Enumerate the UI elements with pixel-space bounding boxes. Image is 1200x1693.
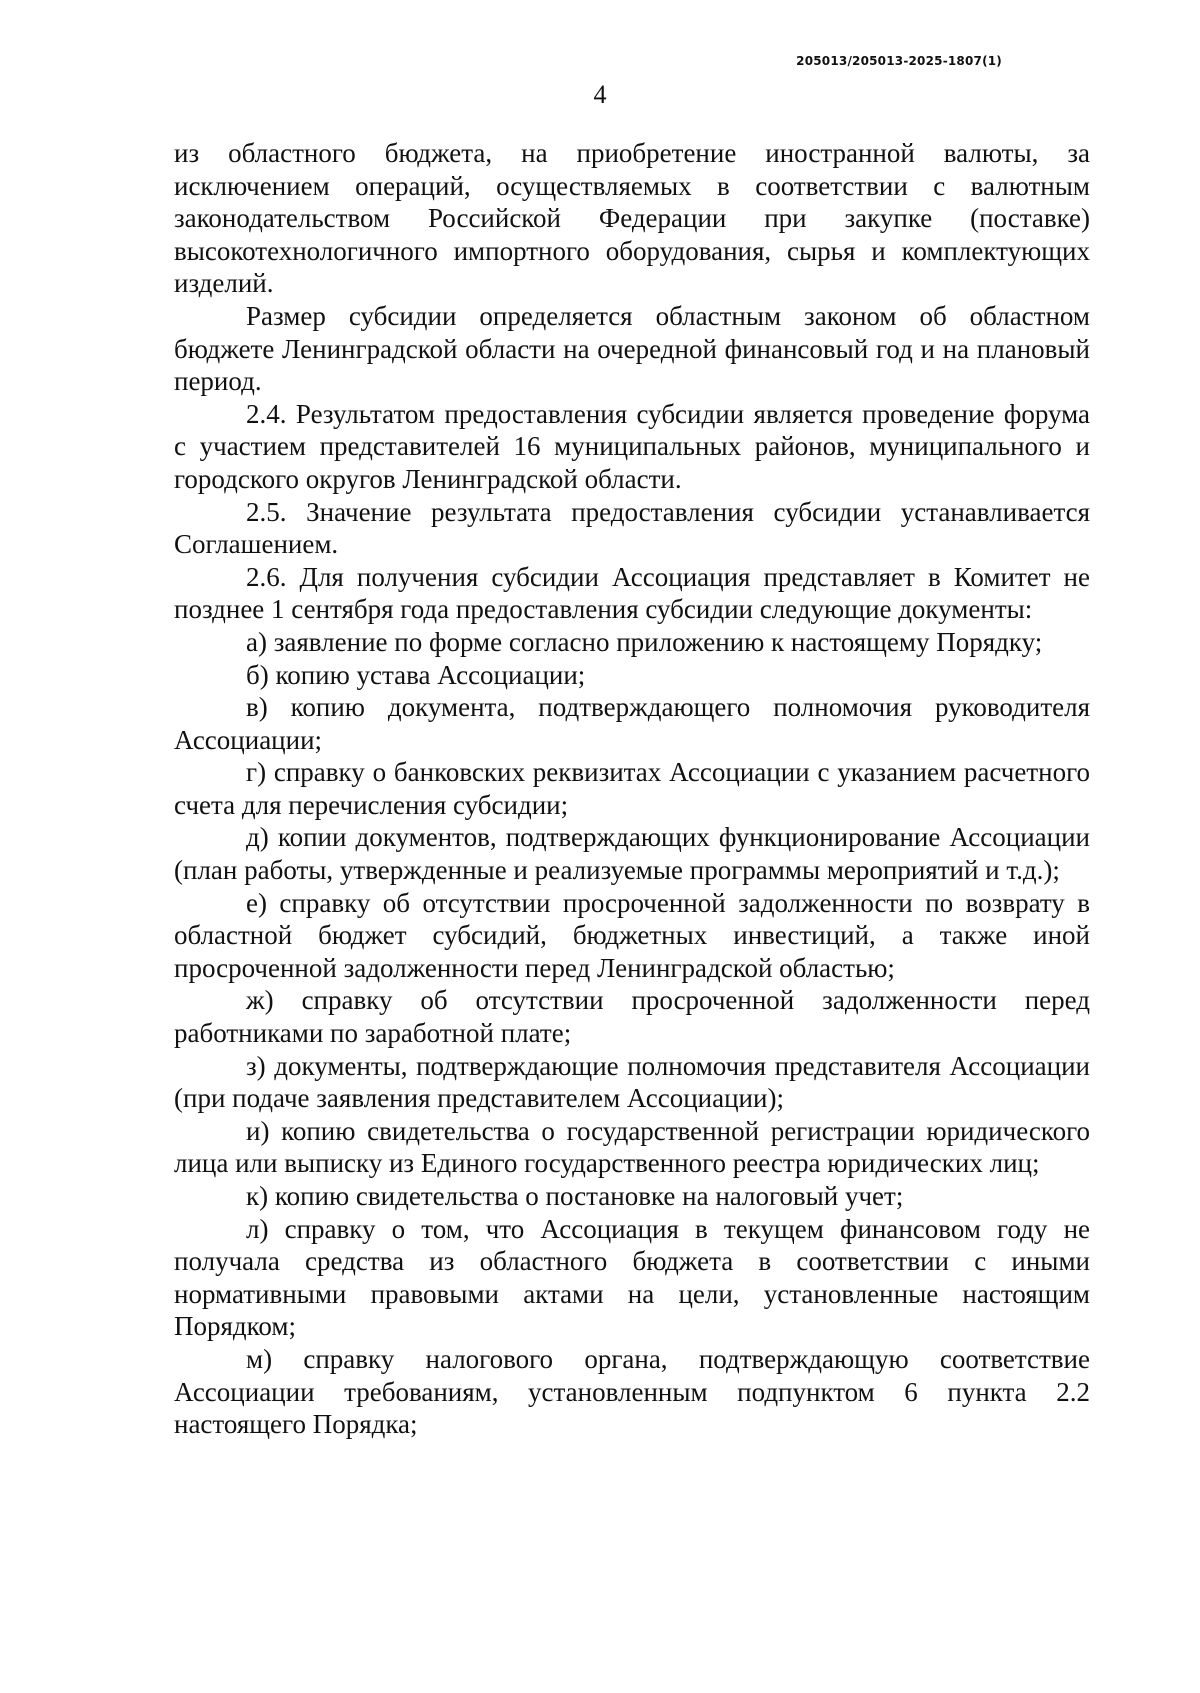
list-item-k: к) копию свидетельства о постановке на налоговый учет; (246, 1181, 904, 1211)
page-number: 4 (593, 80, 607, 109)
document-body (174, 137, 1090, 1441)
document-id: 205013/205013-2025-1807(1) (796, 54, 1002, 68)
list-item-g: г) справку о банковских реквизитах Ассоциации с указанием расчетного счета для перечисления субсидии; (174, 757, 1090, 820)
paragraph-2-5: 2.5. Значение результата предоставления субсидии устанавливается Соглашением. (174, 496, 1090, 560)
list-item-a: а) заявление по форме согласно приложению к настоящему Порядку; (246, 626, 1043, 657)
list-item-m: м) справку налогового органа, подтверждающую соответствие Ассоциации требованиям, установленным подпунктом 6 пункта 2.2 настоящего Порядка; (174, 1343, 1090, 1440)
list-item-l: л) справку о том, что Ассоциация в текущем финансовом году не получала средства из областного бюджета в соответствии с иными нормативными правовыми актами на цели, установленные настоящим Порядком; (174, 1213, 1090, 1342)
list-item-b: б) копию устава Ассоциации; (246, 659, 586, 690)
paragraph-continuation: из областного бюджета, на приобретение иностранной валюты, за исключением операций, осуществляемых в соответствии с валютным законодательством Российской Федерации при закупке (поставке) высокотехнологичного импортного оборудования, сырья и комплектующих изделий. (174, 138, 1090, 299)
paragraph-2-4: 2.4. Результатом предоставления субсидии является проведение форума с участием представителей 16 муниципальных районов, муниципального и городского округов Ленинградской области. (174, 398, 1090, 494)
paragraph-subsidy-size: Размер субсидии определяется областным законом об областном бюджете Ленинградской области на очередной финансовый год и на плановый период. (174, 300, 1090, 397)
list-item-z: з) документы, подтверждающие полномочия представителя Ассоциации (при подаче заявления представителем Ассоциации); (174, 1050, 1090, 1114)
list-item-e: е) справку об отсутствии просроченной задолженности по возврату в областной бюджет субсидий, бюджетных инвестиций, а также иной просроченной задолженности перед Ленинградской областью; (174, 887, 1090, 983)
list-item-v: в) копию документа, подтверждающего полномочия руководителя Ассоциации; (174, 692, 1090, 755)
list-item-zh: ж) справку об отсутствии просроченной задолженности перед работниками по заработной плате; (174, 985, 1090, 1049)
list-item-i: и) копию свидетельства о государственной регистрации юридического лица или выписку из Единого государственного реестра юридических лиц; (174, 1115, 1090, 1179)
list-item-d: д) копии документов, подтверждающих функционирование Ассоциации (план работы, утвержденные и реализуемые программы мероприятий и т.д.); (174, 822, 1090, 886)
paragraph-2-6: 2.6. Для получения субсидии Ассоциация представляет в Комитет не позднее 1 сентября года предоставления субсидии следующие документы: (174, 561, 1090, 625)
